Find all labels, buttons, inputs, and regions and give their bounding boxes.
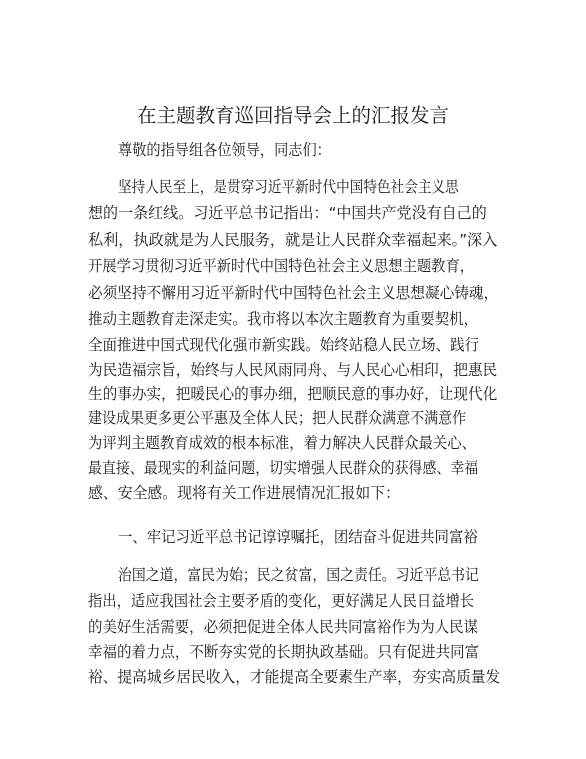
body-line: 治国之道，富民为始；民之贫富，国之责任。习近平总书记 bbox=[118, 566, 479, 584]
body-line: 推动主题教育走深走实。我市将以本次主题教育为重要契机， bbox=[88, 310, 479, 328]
body-line: 幸福的着力点，不断夯实党的长期执政基础。只有促进共同富 bbox=[88, 643, 480, 661]
document-title: 在主题教育巡回指导会上的汇报发言 bbox=[136, 104, 449, 127]
body-line: 想的一条红线。习近平总书记指出：“中国共产党没有自己的 bbox=[88, 204, 487, 222]
body-line: 最直接、最现实的利益问题，切实增强人民群众的获得感、幸福 bbox=[88, 459, 479, 477]
body-line: 必须坚持不懈用习近平新时代中国特色社会主义思想凝心铸魂， bbox=[88, 284, 499, 302]
body-line: 私利，执政就是为人民服务，就是让人民群众幸福起来。”深入 bbox=[88, 231, 498, 249]
salutation-line: 尊敬的指导组各位领导，同志们： bbox=[118, 141, 331, 159]
body-line: 的美好生活需要，必须把促进全体人民共同富裕作为为人民谋 bbox=[88, 618, 479, 636]
body-line: 开展学习贯彻习近平新时代中国特色社会主义思想主题教育， bbox=[88, 257, 475, 275]
body-line: 感、安全感。现将有关工作进展情况汇报如下： bbox=[88, 484, 400, 502]
body-line: 建设成果更多更公平惠及全体人民；把人民群众满意不满意作 bbox=[88, 409, 467, 427]
body-line: 为评判主题教育成效的根本标准，着力解决人民群众最关心、 bbox=[88, 434, 477, 452]
body-line: 为民造福宗旨，始终与人民风雨同舟、与人民心心相印，把惠民 bbox=[88, 361, 498, 379]
body-line: 指出，适应我国社会主要矛盾的变化，更好满足人民日益增长 bbox=[88, 592, 475, 610]
body-line: 生的事办实，把暖民心的事办细，把顺民意的事办好，让现代化 bbox=[88, 385, 498, 403]
section-heading: 一、牢记习近平总书记谆谆嘱托，团结奋斗促进共同富裕 bbox=[118, 528, 478, 546]
body-line: 裕、提高城乡居民收入，才能提高全要素生产率，夯实高质量发 bbox=[88, 668, 501, 686]
body-line: 全面推进中国式现代化强市新实践。始终站稳人民立场、践行 bbox=[88, 336, 480, 354]
body-line: 坚持人民至上，是贯穿习近平新时代中国特色社会主义思 bbox=[118, 178, 459, 196]
